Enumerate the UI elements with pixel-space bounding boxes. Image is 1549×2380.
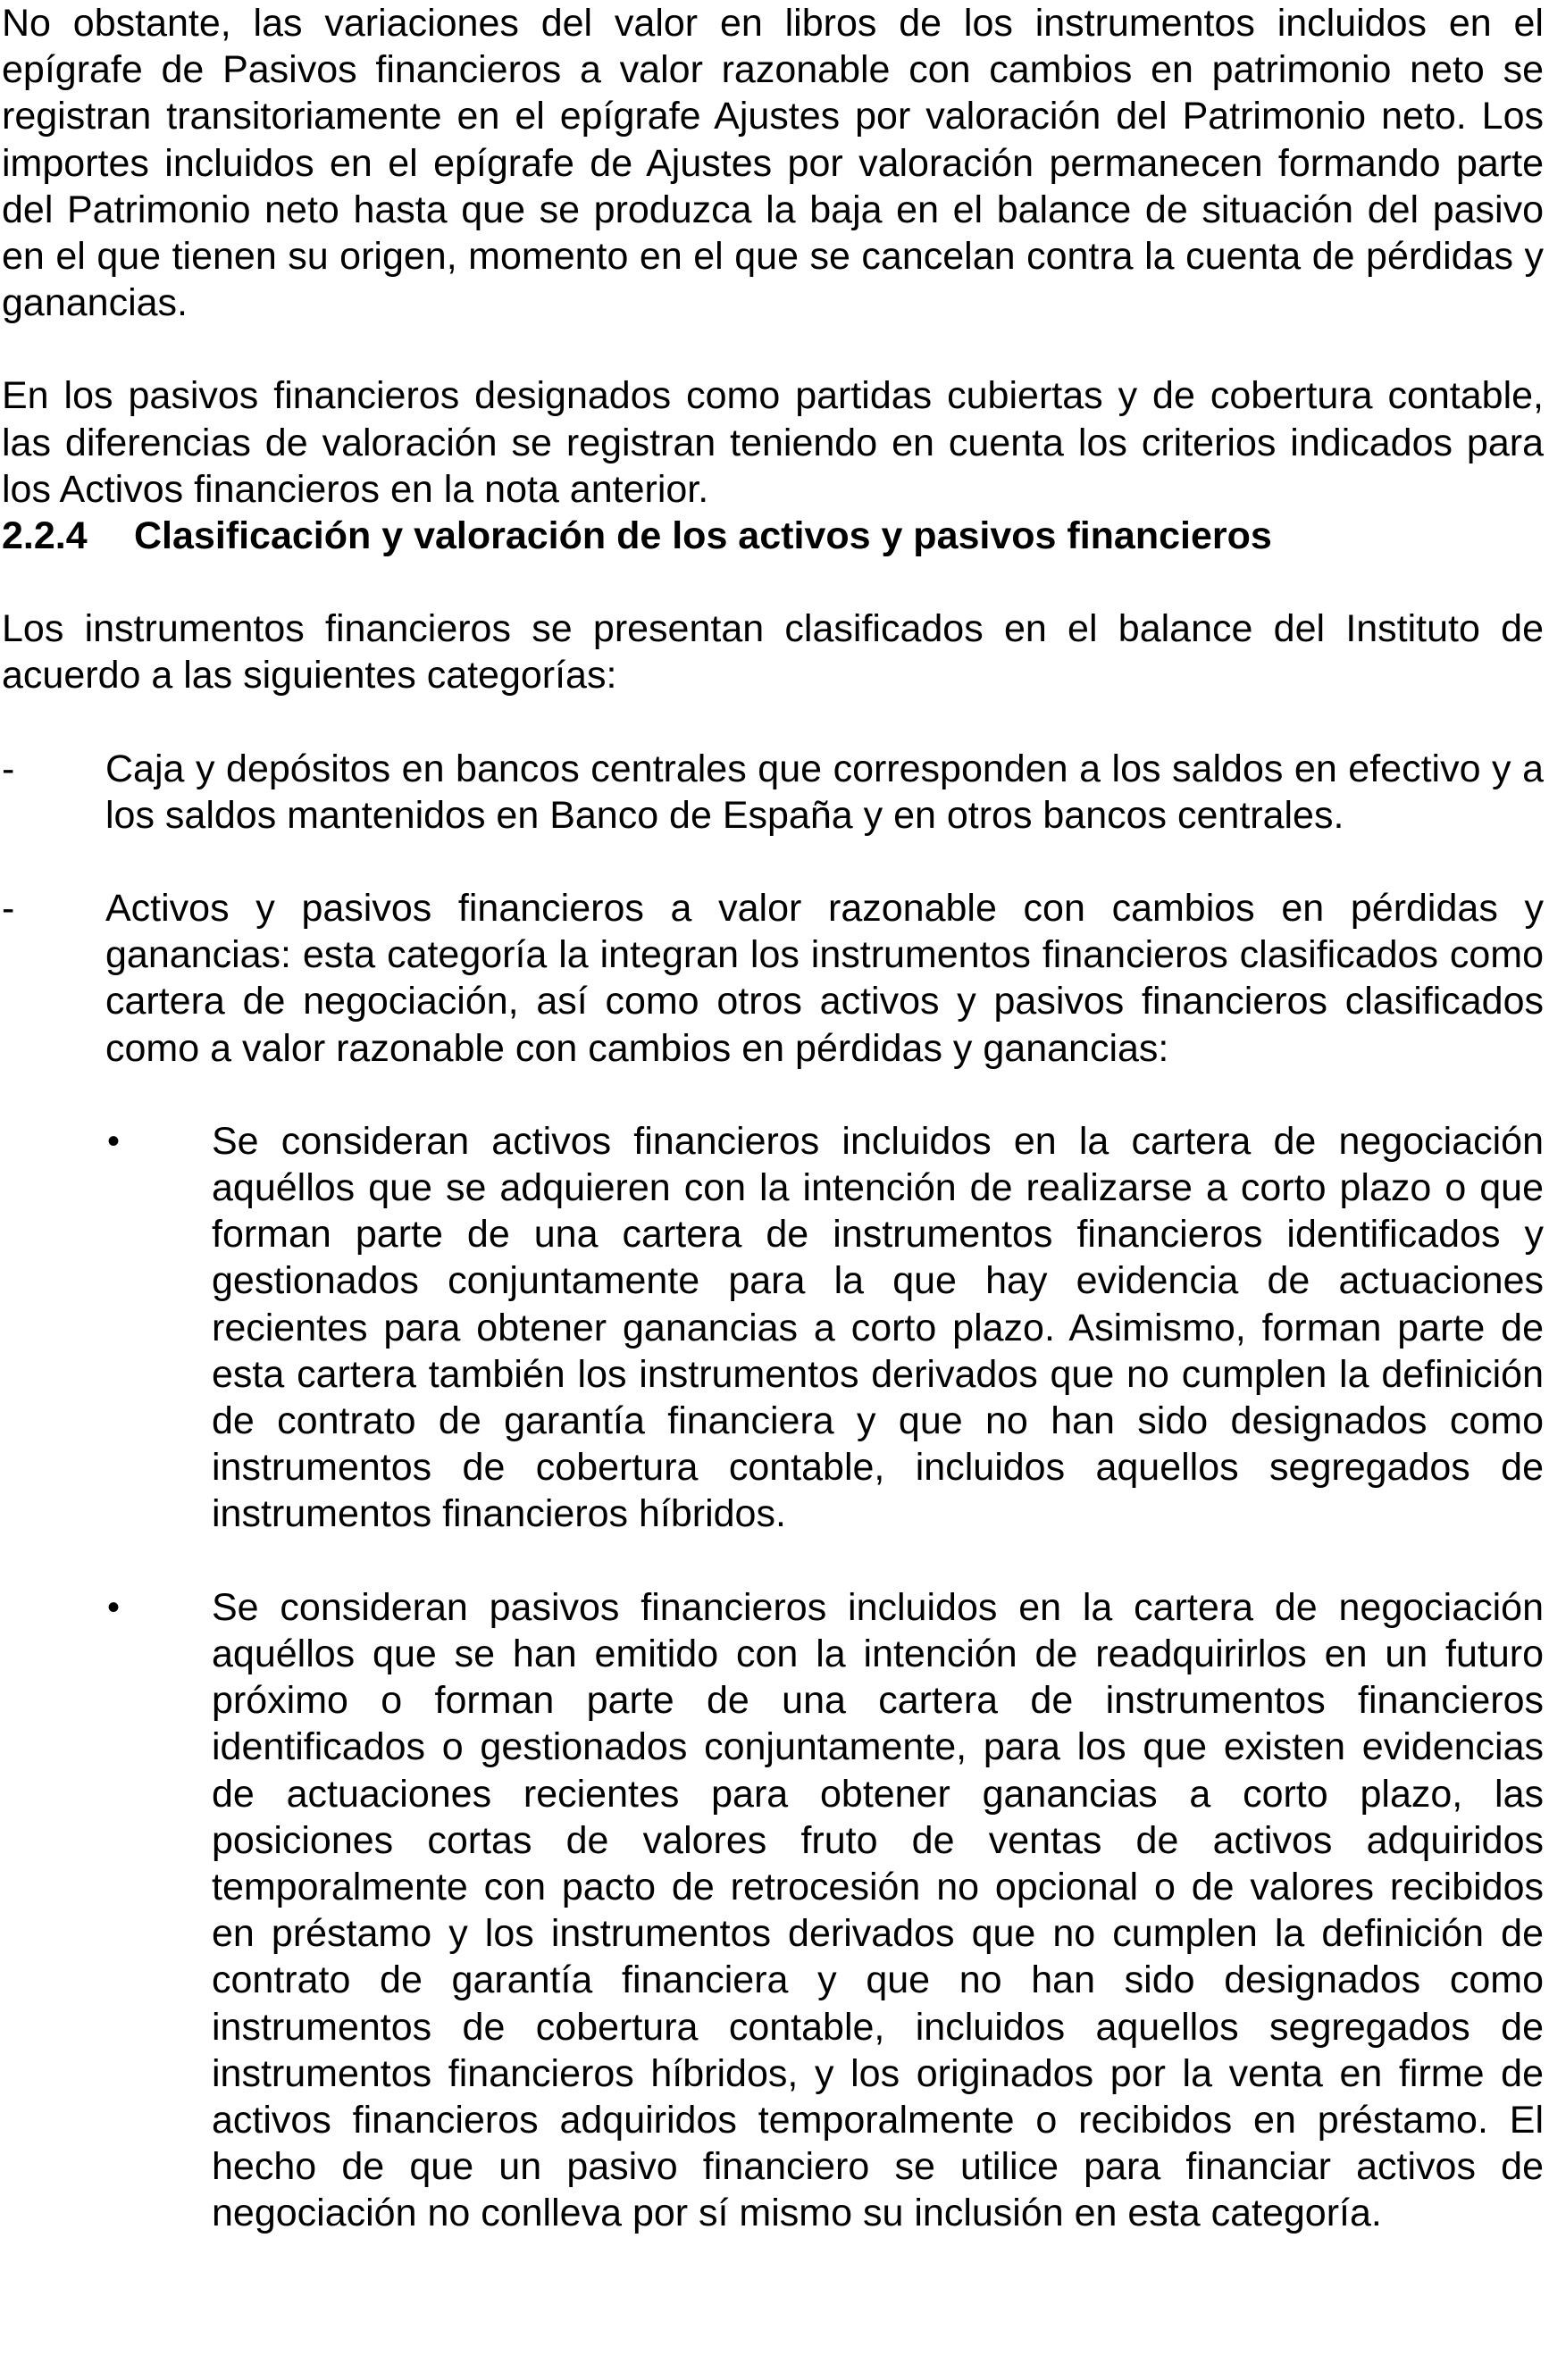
bullet-icon: • [107, 1121, 121, 1161]
paragraph-valuation-adjustments: No obstante, las variaciones del valor en libros de los instrumentos incluidos en el epígrafe de Pasivos financieros a valor razonable con cambios en patrimonio neto se registran transitoriamente en el epígrafe Ajustes por valoración del Patrimonio neto. Los importes incluidos en el epígrafe de Ajustes por valoración permanecen formando parte del Patrimonio neto hasta que se produzca la baja en el balance de situación del pasivo en el que tienen su origen, momento en el que se cancelan contra la cuenta de pérdidas y ganancias. [2, 2, 1544, 325]
bullet-item-trading-liabilities [2, 1584, 1544, 2237]
section-title: Clasificación y valoración de los activos y pasivos financieros [134, 514, 1272, 558]
dash-marker: - [2, 747, 15, 790]
list-item-fair-value-pl [2, 885, 1544, 1072]
paragraph-categories-intro: Los instrumentos financieros se presentan clasificados en el balance del Instituto de acuerdo a las siguientes categorías: [2, 607, 1544, 697]
bullet-item-trading-assets [2, 1118, 1544, 1538]
dash-marker: - [2, 887, 15, 931]
list-item-cash-deposits [2, 746, 1544, 839]
section-number: 2.2.4 [2, 514, 88, 558]
bullet-item-text: Se consideran activos financieros incluidos en la cartera de negociación aquéllos que se adquieren con la intención de realizarse a corto plazo o que forman parte de una cartera de instrumentos financieros identificados y gestionados conjuntamente para la que hay evidencia de actuaciones recientes para obtener ganancias a corto plazo. Asimismo, forman parte de esta cartera también los instrumentos derivados que no cumplen la definición de contrato de garantía financiera y que no han sido designados como instrumentos de cobertura contable, incluidos aquellos segregados de instrumentos financieros híbridos. [212, 1119, 1544, 1536]
paragraph-hedged-liabilities: En los pasivos financieros designados como partidas cubiertas y de cobertura contable, las diferencias de valoración se registran teniendo en cuenta los criterios indicados para los Activos financieros en la nota anterior. [2, 374, 1544, 511]
section-heading [2, 513, 1544, 559]
bullet-icon: • [107, 1587, 121, 1627]
list-item-text: Caja y depósitos en bancos centrales que corresponden a los saldos en efectivo y a los saldos mantenidos en Banco de España y en otros bancos centrales. [105, 747, 1544, 837]
list-item-text: Activos y pasivos financieros a valor razonable con cambios en pérdidas y ganancias: esta categoría la integran los instrumentos financieros clasificados como cartera de negociación, así como otros activos y pasivos financieros clasificados como a valor razonable con cambios en pérdidas y ganancias: [105, 887, 1544, 1070]
bullet-item-text: Se consideran pasivos financieros incluidos en la cartera de negociación aquéllos que se han emitido con la intención de readquirirlos en un futuro próximo o forman parte de una cartera de instrumentos financieros identificados o gestionados conjuntamente, para los que existen evidencias de actuaciones recientes para obtener ganancias a corto plazo, las posiciones cortas de valores fruto de ventas de activos adquiridos temporalmente con pacto de retrocesión no opcional o de valores recibidos en préstamo y los instrumentos derivados que no cumplen la definición de contrato de garantía financiera y que no han sido designados como instrumentos de cobertura contable, incluidos aquellos segregados de instrumentos financieros híbridos, y los originados por la venta en firme de activos financieros adquiridos temporalmente o recibidos en préstamo. El hecho de que un pasivo financiero se utilice para financiar activos de negociación no conlleva por sí mismo su inclusión en esta categoría. [212, 1585, 1544, 2235]
